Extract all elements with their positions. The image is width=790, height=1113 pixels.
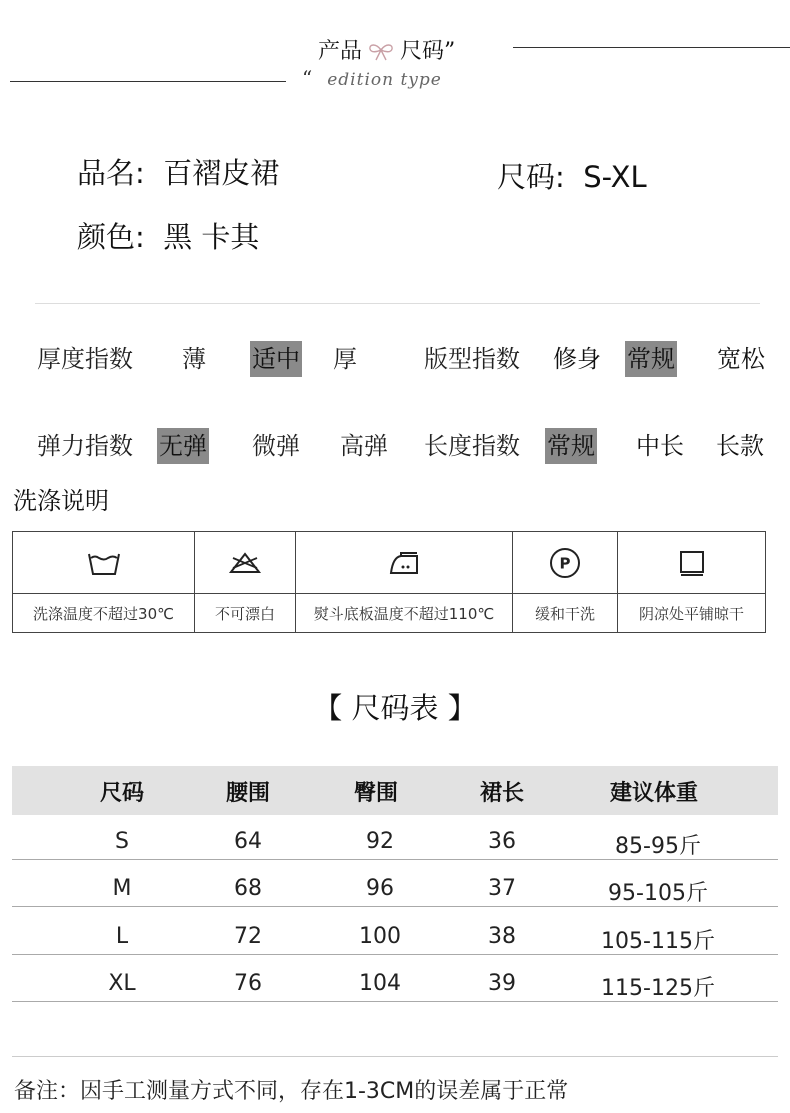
header-size: 尺码 [99, 781, 144, 806]
dry-clean-symbol: P [559, 554, 571, 572]
header-line-left [10, 81, 286, 82]
care-cell-dry [618, 532, 765, 632]
shade-flat-dry-icon [678, 549, 706, 577]
care-text-wash: 洗涤温度不超过30℃ [33, 604, 174, 623]
row-divider [12, 906, 778, 907]
header-quote-close: ” [444, 39, 456, 64]
dry-clean-p-icon [549, 547, 581, 579]
length-option-long: 长款 [716, 432, 764, 460]
header-weight: 建议体重 [609, 781, 698, 806]
product-color [77, 215, 259, 256]
table-cell: M [112, 876, 132, 901]
fit-label: 版型指数 [424, 345, 520, 373]
elasticity-option-slight: 微弹 [252, 432, 300, 460]
fit-option-slim: 修身 [553, 345, 601, 373]
product-name-label: 品名: [77, 156, 145, 190]
iron-110-icon [387, 550, 421, 576]
length-option-midi: 中长 [636, 432, 684, 460]
product-name-value: 百褶皮裙 [163, 156, 280, 190]
header-quote-open: “ [302, 66, 314, 90]
care-text-dryclean: 缓和干洗 [534, 604, 595, 623]
header-subtitle-text: edition type [327, 70, 442, 90]
length-label: 长度指数 [424, 432, 520, 460]
table-cell: 37 [488, 876, 516, 901]
table-cell: 39 [488, 971, 516, 996]
length-option-regular: 常规 [545, 428, 597, 464]
thickness-option-thick: 厚 [333, 345, 357, 373]
care-table [12, 531, 766, 633]
care-cell-dryclean [513, 532, 618, 632]
header-title-left: 产品 [318, 39, 363, 64]
thickness-option-thin: 薄 [182, 345, 206, 373]
header-title [318, 34, 455, 65]
product-color-value: 黑 卡其 [163, 220, 260, 254]
table-cell: 76 [234, 971, 262, 996]
fit-option-regular: 常规 [625, 341, 677, 377]
thickness-label: 厚度指数 [37, 345, 133, 373]
care-title: 洗涤说明 [13, 487, 109, 515]
table-cell: 92 [366, 829, 394, 854]
header-title-right: 尺码 [400, 39, 445, 64]
header-hip: 臀围 [353, 781, 398, 806]
row-divider [12, 1001, 778, 1002]
elasticity-option-high: 高弹 [340, 432, 388, 460]
header-subtitle [302, 66, 442, 90]
care-text-dry: 阴凉处平铺晾干 [638, 604, 744, 623]
table-cell: 105-115斤 [601, 929, 715, 954]
table-cell: 72 [234, 924, 262, 949]
product-color-label: 颜色: [77, 220, 145, 254]
size-table-title: 【 尺码表 】 [313, 691, 477, 725]
table-cell: 104 [359, 971, 401, 996]
header-waist: 腰围 [225, 781, 270, 806]
table-cell: 96 [366, 876, 394, 901]
fit-option-loose: 宽松 [717, 345, 765, 373]
product-size-label: 尺码: [497, 160, 565, 194]
table-cell: 38 [488, 924, 516, 949]
care-cell-iron [296, 532, 513, 632]
care-cell-wash [13, 532, 195, 632]
elasticity-label: 弹力指数 [37, 432, 133, 460]
row-divider [12, 954, 778, 955]
care-text-iron: 熨斗底板温度不超过110℃ [313, 604, 495, 623]
table-cell: 68 [234, 876, 262, 901]
table-cell: 64 [234, 829, 262, 854]
note-divider [12, 1056, 778, 1057]
bow-icon [366, 41, 396, 63]
care-text-bleach: 不可漂白 [214, 604, 275, 623]
table-cell: 36 [488, 829, 516, 854]
table-cell: 85-95斤 [615, 834, 701, 859]
product-size [497, 155, 647, 196]
table-cell: 95-105斤 [608, 881, 708, 906]
table-cell: S [115, 829, 129, 854]
product-name [77, 151, 279, 192]
wash-30-icon [87, 550, 121, 576]
thickness-option-medium: 适中 [250, 341, 302, 377]
elasticity-option-none: 无弹 [157, 428, 209, 464]
header-length: 裙长 [479, 781, 524, 806]
care-cell-bleach [195, 532, 296, 632]
no-bleach-icon [228, 551, 262, 575]
product-size-value: S-XL [583, 160, 647, 194]
measurement-note: 备注：因手工测量方式不同，存在1-3CM的误差属于正常 [14, 1079, 569, 1104]
table-cell: XL [108, 971, 136, 996]
header-line-right [513, 47, 790, 48]
table-cell: 100 [359, 924, 401, 949]
table-cell: 115-125斤 [601, 976, 715, 1001]
table-cell: L [115, 924, 129, 949]
info-divider [35, 303, 760, 304]
row-divider [12, 859, 778, 860]
